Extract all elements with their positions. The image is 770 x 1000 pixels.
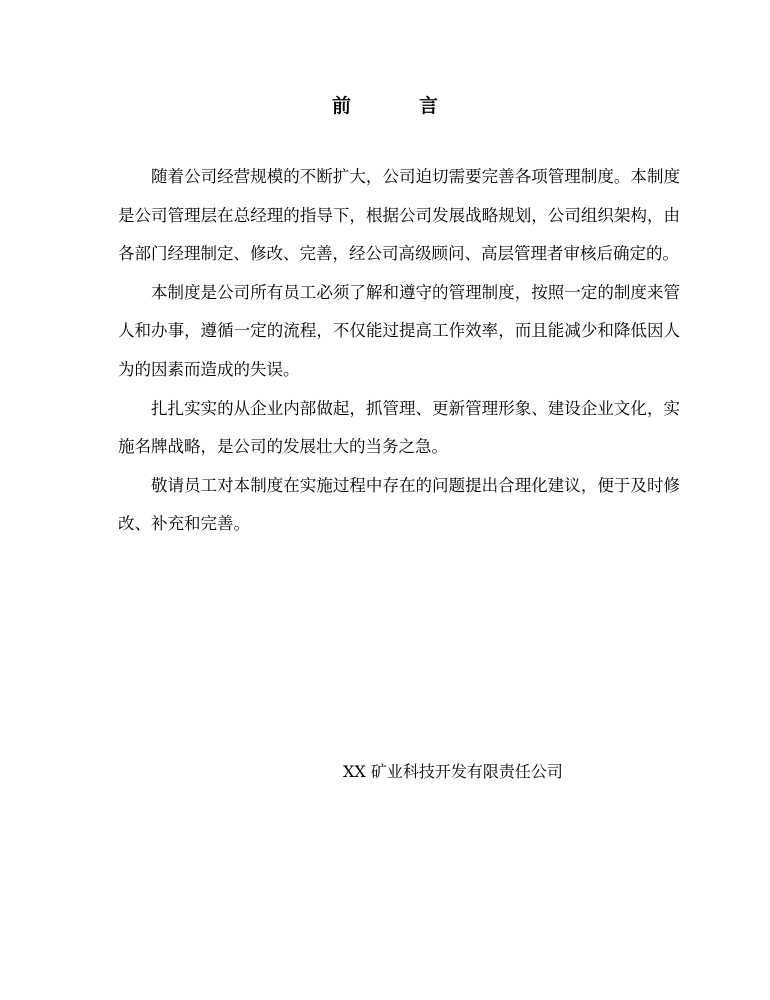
paragraph-2: 本制度是公司所有员工必须了解和遵守的管理制度，按照一定的制度来管人和办事，遵循一定的流程，不仅能过提高工作效率，而且能减少和降低因人为的因素而造成的失误。 <box>118 282 680 379</box>
title-char-2: 言 <box>419 95 439 117</box>
title-char-1: 前 <box>331 95 351 117</box>
paragraph-1: 随着公司经营规模的不断扩大，公司迫切需要完善各项管理制度。本制度是公司管理层在总经理的指导下，根据公司发展战略规划，公司组织架构，由各部门经理制定、修改、完善，经公司高级顾问、高层管理者审核后确定的。 <box>118 167 680 264</box>
page-title <box>0 92 770 120</box>
paragraph-3: 扎扎实实的从企业内部做起，抓管理、更新管理形象、建设企业文化，实施名牌战略，是公司的发展壮大的当务之急。 <box>118 398 680 457</box>
preface-body <box>118 158 680 544</box>
company-signature: XX 矿业科技开发有限责任公司 <box>343 762 563 781</box>
paragraph-4: 敬请员工对本制度在实施过程中存在的问题提出合理化建议，便于及时修改、补充和完善。 <box>118 475 680 534</box>
